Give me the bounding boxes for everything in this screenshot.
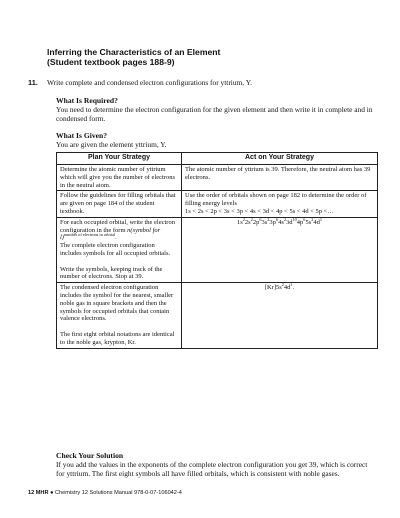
header-plan: Plan Your Strategy: [57, 153, 182, 165]
notation-form: n(symbol for l)$^{number of electrons in orbital}$.: [60, 226, 161, 242]
plan-text: The complete electron configuration includes symbols for all occupied orbitals.: [60, 242, 171, 257]
table-header-row: [57, 153, 378, 165]
table-row: [57, 165, 378, 191]
plan-text: Write the symbols, keeping track of the number of electrons. Stop at 39.: [60, 265, 163, 281]
given-heading: What Is Given?: [56, 131, 108, 140]
orbital-electron-count: 10: [292, 216, 297, 222]
given-text: You are given the element yttrium, Y.: [56, 140, 167, 149]
plan-text: The condensed electron configuration includes the symbol for the nearest, smaller noble gas in square brackets and then the symbols for occupied orbitals that contain valence electrons.: [60, 284, 174, 323]
strategy-table: [56, 152, 378, 349]
orbital-electron-count: 2: [267, 216, 270, 222]
section-title: [47, 47, 220, 67]
orbital-electron-count: 2: [281, 282, 284, 288]
orbital-symbol: 4d: [283, 284, 291, 292]
orbital-symbol: 4s: [278, 218, 284, 226]
notation-form-sup: number of electrons in orbital: [63, 232, 116, 238]
check-text: If you add the values in the exponents of the complete electron configuration you get 39, which is correct for yttrium. The first eight symbols all have filled orbitals, which is consistent with noble gases.: [56, 460, 368, 478]
electron-configuration: [236, 216, 323, 226]
act-cell: [182, 191, 378, 217]
orbital-symbol: 1s: [236, 218, 243, 226]
orbital-symbol: 3s: [261, 218, 268, 226]
plan-cell: Follow the guidelines for filling orbitals that are given on page 184 of the student textbook.: [57, 191, 182, 217]
orbital-symbol: [Kr]5s: [264, 284, 282, 292]
orbital-electron-count: 1: [290, 282, 293, 288]
complete-configuration: [182, 217, 378, 282]
orbital-electron-count: 2: [242, 216, 245, 222]
plan-cell: [57, 283, 182, 348]
table-row: [57, 191, 378, 217]
plan-cell: [57, 217, 182, 282]
orbital-order-sequence: 1s < 2s < 2p < 3s < 3p < 4s < 3d < 4p < 5s < 4d < 5p <…: [185, 207, 334, 215]
orbital-symbol: 3p: [269, 218, 276, 226]
orbital-electron-count: 6: [303, 216, 306, 222]
orbital-electron-count: 2: [311, 216, 314, 222]
condensed-configuration: [182, 283, 378, 348]
electron-configuration: [265, 284, 293, 291]
table-row: [57, 283, 378, 348]
section-title-line2: (Student textbook pages 188-9): [47, 57, 175, 67]
header-act: Act on Your Strategy: [182, 153, 378, 165]
check-heading: Check Your Solution: [56, 451, 124, 460]
plan-text: The first eight orbital notations are identical to the noble gas, krypton, Kr.: [60, 330, 175, 346]
orbital-electron-count: 2: [250, 216, 253, 222]
question-number: 11.: [28, 78, 38, 87]
question: [28, 78, 373, 87]
check-your-solution: [56, 451, 376, 478]
section-title-line1: Inferring the Characteristics of an Element: [47, 47, 221, 57]
orbital-electron-count: 6: [275, 216, 279, 222]
orbital-electron-count: 6: [259, 216, 262, 222]
orbital-symbol: 2s: [244, 218, 251, 226]
orbital-electron-count: 1: [319, 216, 323, 222]
orbital-symbol: 4p: [296, 218, 304, 226]
orbital-symbol: 4d: [313, 218, 320, 226]
footer-page: 12 MHR: [28, 490, 49, 496]
question-text: Write complete and condensed electron configurations for yttrium, Y.: [47, 78, 252, 87]
page-footer: [28, 490, 182, 496]
required-text: You need to determine the electron configuration for the given element and then write it in complete and in condensed form.: [56, 105, 373, 123]
plan-text: For each occupied orbital, write the electron configuration in the form: [60, 218, 175, 234]
footer-bullet: ●: [48, 490, 56, 496]
orbital-symbol: 2p: [252, 218, 260, 226]
act-cell: The atomic number of yttrium is 39. Therefore, the neutral atom has 39 electrons.: [182, 165, 378, 191]
config-end: .: [292, 284, 295, 292]
orbital-electron-count: 2: [283, 216, 286, 222]
act-text: Use the order of orbitals shown on page 182 to determine the order of filling energy levels: [185, 192, 367, 208]
orbital-symbol: 3d: [286, 218, 293, 226]
what-is-required: [56, 96, 376, 123]
table-row: [57, 217, 378, 282]
orbital-symbol: 5s: [305, 218, 312, 226]
plan-cell: Determine the atomic number of yttrium which will give you the number of electrons in the neutral atom.: [57, 165, 182, 191]
required-heading: What Is Required?: [56, 96, 118, 105]
footer-text: Chemistry 12 Solutions Manual 978-0-07-106042-4: [55, 490, 182, 496]
what-is-given: [56, 131, 376, 149]
